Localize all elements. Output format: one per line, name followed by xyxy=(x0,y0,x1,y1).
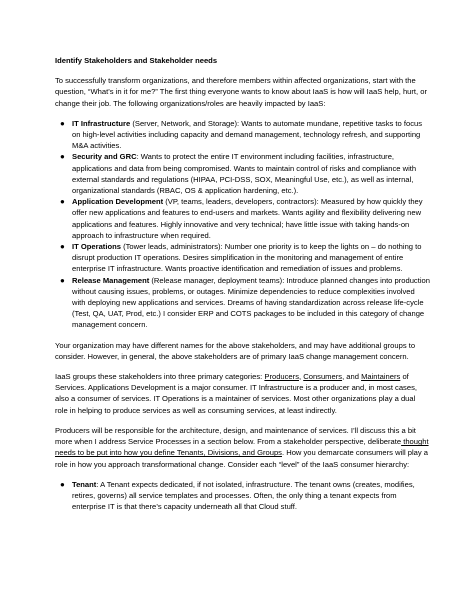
producers-link: Producers xyxy=(264,372,299,382)
bullet-icon: ● xyxy=(60,197,65,207)
consumer-hierarchy-list xyxy=(55,479,430,513)
list-item-security-grc xyxy=(60,151,430,196)
list-item-text: (Tower leads, administrators): Number one priority is to keep the lights on – do nothing to disrupt production IT operations. Desires simplification in the monitoring and management of entire enterprise IT infrastructure. Wants proactive identification and remediation of issues and problems. xyxy=(72,242,422,274)
stakeholder-list xyxy=(55,118,430,331)
underlined-phrase: thought needs to be put into how you define Tenants, Divisions, and Groups xyxy=(55,437,429,458)
list-item-text: : A Tenant expects dedicated, if not isolated, infrastructure. The tenant owns (creates, modifies, retires, governs) all service templates and processes. Often, the only thing a tenant expects from enterprise IT is that there’s capacity underneath all that Cloud stuff. xyxy=(72,479,415,512)
bullet-icon: ● xyxy=(60,479,65,489)
bullet-icon: ● xyxy=(60,275,65,285)
categories-text-b: of Services. Applications Development is a major consumer. IT Infrastructure is a producer and, in most cases, also a consumer of services. IT Operations is a maintainer of services. Most other organizations play a dual role in helping to produce services as well as consuming services, at least indirectly. xyxy=(55,372,417,415)
list-item-term: IT Operations xyxy=(72,242,121,252)
intro-paragraph: To successfully transform organizations, and therefore members within affected organizations, start with the question, “What’s in it for me?” The first thing everyone wants to know about IaaS is how will IaaS help, hurt, or change their job. The following organizations/roles are heavily impacted by IaaS: xyxy=(55,76,427,108)
maintainers-link: Maintainers xyxy=(361,372,401,382)
producers-paragraph xyxy=(55,425,430,470)
list-item-it-operations xyxy=(60,241,430,275)
categories-text-a: IaaS groups these stakeholders into three primary categories: xyxy=(55,372,265,382)
separator-text: , and xyxy=(342,372,362,382)
bullet-icon: ● xyxy=(60,118,65,128)
consumers-link: Consumers xyxy=(303,372,343,382)
producers-text-a: Producers will be responsible for the architecture, design, and maintenance of services. I’ll discuss this a bit more when I address Service Processes in a section below. From a stakeholder perspective, deliberate xyxy=(55,425,416,447)
section-heading: Identify Stakeholders and Stakeholder needs xyxy=(55,56,218,65)
list-item-term: Application Development xyxy=(72,197,164,207)
bullet-icon: ● xyxy=(60,242,65,252)
list-item-text: (Server, Network, and Storage): Wants to automate mundane, repetitive tasks to focus on high-level activities including capacity and demand management, technology refresh, and supporting M&A activities. xyxy=(72,118,423,151)
list-item-term: Security and GRC xyxy=(72,152,137,162)
list-item-it-infrastructure xyxy=(60,118,430,152)
list-item-term: IT Infrastructure xyxy=(72,118,131,128)
list-item-release-management xyxy=(60,275,430,331)
producers-text-b: . How you demarcate consumers will play a role in how you approach transformational change. Consider each “level” of the IaaS consumer hierarchy: xyxy=(55,448,429,469)
list-item-text: (VP, teams, leaders, developers, contractors): Measured by how quickly they offer new applications and features to end-users and markets. Wants agility and flexibility delivering new applications and features. Highly innovative and very technical; have little issue with taking hands-on approach to infrastructure when required. xyxy=(72,197,423,240)
separator-text: , xyxy=(299,372,304,382)
bullet-icon: ● xyxy=(60,152,65,162)
list-item-application-development xyxy=(60,196,430,241)
list-item-tenant xyxy=(60,479,430,513)
list-item-text: (Release manager, deployment teams): Introduce planned changes into production without causing issues, problems, or outages. Minimize dependencies to reduce complexities involved with deploying new applications and services. Dreams of having standardization across release life-cycle (Test, QA, UAT, Prod, etc.) I consider ERP and COTS packages to be included in this category of change management concern. xyxy=(72,275,430,330)
list-item-term: Release Management xyxy=(72,275,150,285)
names-paragraph: Your organization may have different names for the above stakeholders, and may have additional groups to consider. However, in general, the above stakeholders are of primary IaaS change management concern. xyxy=(55,340,416,361)
categories-paragraph xyxy=(55,371,430,416)
list-item-term: Tenant xyxy=(72,479,97,489)
list-item-text: : Wants to protect the entire IT environment including facilities, infrastructure, applications and data from being compromised. Wants to maintain control of risks and compliance with external standards and regulations (HIPAA, PCI-DSS, SOX, Meaningful Use, etc.), as well as internal, organizational standards (RBAC, OS & application hardening, etc.). xyxy=(72,152,417,196)
